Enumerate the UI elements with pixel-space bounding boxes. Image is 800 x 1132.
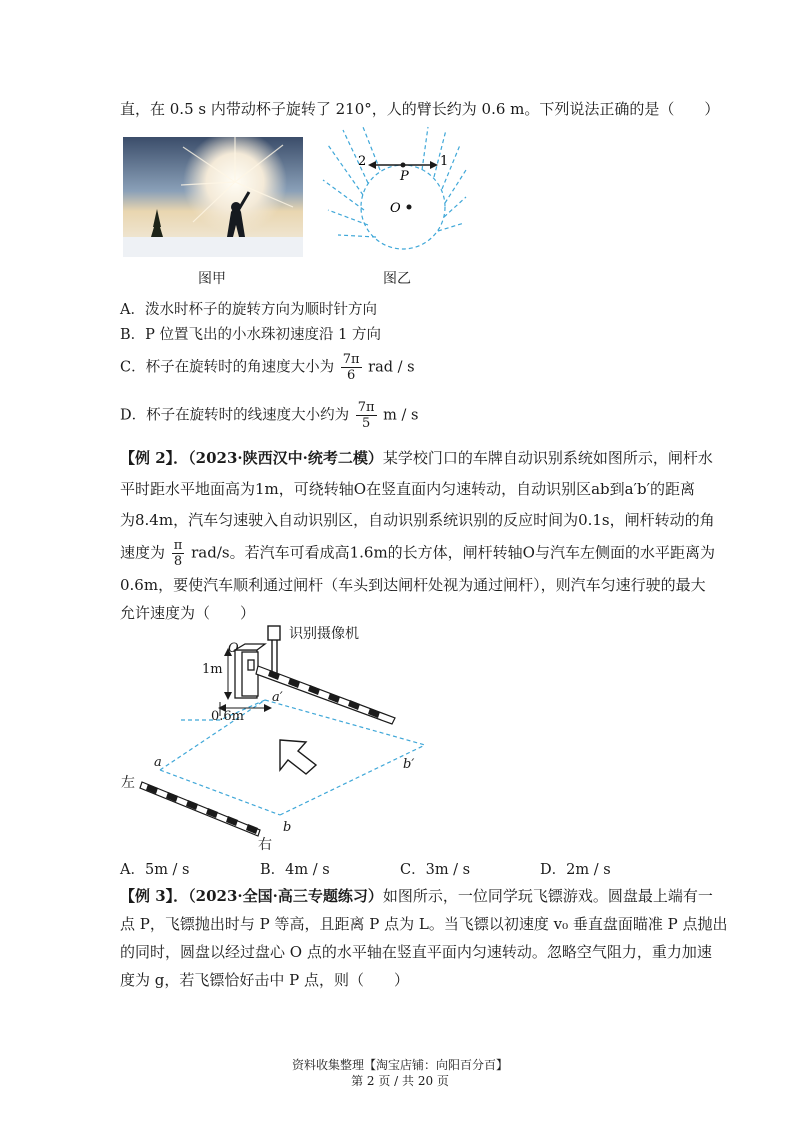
footer-source: 资料收集整理【淘宝店铺：向阳百分百】 <box>291 1058 508 1072</box>
example3-line1 <box>120 886 713 906</box>
example3-line4: 度为 g，若飞镖恰好击中 P 点，则（ ） <box>120 971 410 989</box>
example2-option-d: D．2m / s <box>540 862 611 878</box>
option-b: B．P 位置飞出的小水珠初速度沿 1 方向 <box>120 327 381 343</box>
diagram-caption: 图乙 <box>383 271 411 287</box>
example2-line3: 为8.4m，汽车匀速驶入自动识别区，自动识别系统识别的反应时间为0.1s，闸杆转动的角 <box>120 511 715 529</box>
option-c-unit: rad / s <box>368 359 415 376</box>
camera-label: 识别摄像机 <box>289 626 359 642</box>
gate-label-06m: 0.6m <box>211 709 245 724</box>
diagram-label-2: 2 <box>358 154 367 169</box>
omega-fraction <box>172 538 185 569</box>
diagram-label-1: 1 <box>440 154 449 169</box>
example3-line2: 点 P，飞镖抛出时与 P 等高，且距离 P 点为 L。当飞镖以初速度 v₀ 垂直盘面瞄准 P 点抛出 <box>120 915 728 933</box>
photo-caption: 图甲 <box>198 271 226 287</box>
example2-l4-post: rad/s。若汽车可看成高1.6m的长方体，闸杆转轴O与汽车左侧面的水平距离为 <box>191 543 715 562</box>
footer-page-number: 第 2 页 / 共 20 页 <box>351 1074 449 1088</box>
gate-label-right: 右 <box>258 837 272 853</box>
option-d-fraction <box>356 400 377 431</box>
example2-label: 【例 2】．（2023·陕西汉中·统考二模） <box>120 449 383 467</box>
diagram-label-p: P <box>400 169 409 184</box>
example3-label: 【例 3】．（2023·全国·高三专题练习） <box>120 887 383 905</box>
diagram-label-o: O <box>390 201 401 216</box>
example2-line4 <box>120 538 715 569</box>
omega-denominator: 8 <box>173 554 183 569</box>
gate-label-b: b <box>283 820 292 835</box>
example2-line1 <box>120 448 713 468</box>
gate-label-o: O <box>228 641 239 656</box>
omega-numerator: π <box>173 538 183 553</box>
example2-line5: 0.6m，要使汽车顺利通过闸杆（车头到达闸杆处视为通过闸杆），则汽车匀速行驶的最大 <box>120 576 706 594</box>
option-d-numerator: 7π <box>357 400 375 415</box>
gate-label-left: 左 <box>121 775 135 791</box>
gate-label-1m: 1m <box>202 662 223 677</box>
option-d-denominator: 5 <box>362 416 371 431</box>
gate-label-b-prime: b′ <box>403 757 415 772</box>
gate-label-a: a <box>154 755 162 770</box>
rotation-diagram <box>318 125 468 260</box>
example2-l4-pre: 速度为 <box>120 543 166 562</box>
option-c-text: C．杯子在旋转时的角速度大小为 <box>120 359 335 376</box>
example2-line2: 平时距水平地面高为1m，可绕转轴O在竖直面内匀速转动，自动识别区ab到a′b′的距离 <box>120 480 695 498</box>
example3-text-1: 如图所示，一位同学玩飞镖游戏。圆盘最上端有一 <box>382 887 713 905</box>
example2-text-1: 某学校门口的车牌自动识别系统如图所示，闸杆水 <box>382 449 713 467</box>
question-intro-line: 直，在 0.5 s 内带动杯子旋转了 210°，人的臂长约为 0.6 m。下列说法正确的是（ ） <box>120 100 720 118</box>
example3-line3: 的同时，圆盘以经过盘心 O 点的水平轴在竖直平面内匀速转动。忽略空气阻力，重力加速 <box>120 943 712 961</box>
option-c-fraction <box>341 352 362 383</box>
gate-label-a-prime: a′ <box>272 690 283 705</box>
option-d <box>120 400 418 431</box>
example2-line6: 允许速度为（ ） <box>120 604 256 622</box>
option-d-unit: m / s <box>383 407 419 424</box>
option-d-text: D．杯子在旋转时的线速度大小约为 <box>120 407 350 424</box>
option-c-denominator: 6 <box>346 368 356 383</box>
water-throwing-photo <box>123 137 303 257</box>
option-c-numerator: 7π <box>342 352 360 367</box>
option-c <box>120 352 415 383</box>
example2-option-a: A．5m / s <box>120 862 190 878</box>
example2-option-c: C．3m / s <box>400 862 471 878</box>
option-a: A．泼水时杯子的旋转方向为顺时针方向 <box>120 302 377 318</box>
example2-option-b: B．4m / s <box>260 862 330 878</box>
barrier-gate-diagram <box>120 620 440 850</box>
